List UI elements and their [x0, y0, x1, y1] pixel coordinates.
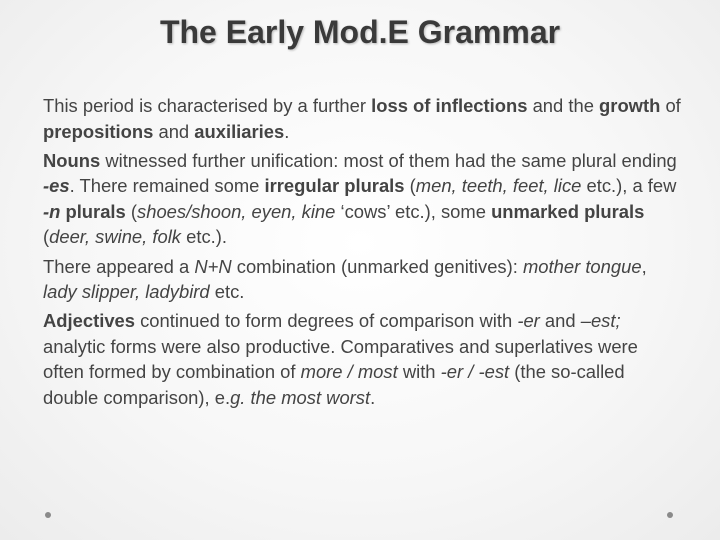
text-span: combination (unmarked genitives): — [231, 255, 523, 277]
italic-example: g. the most worst — [230, 387, 371, 409]
text-span: ( — [43, 226, 50, 248]
italic-example: -er — [517, 310, 540, 332]
text-span: with — [397, 361, 441, 383]
text-span: witnessed further unification: most of them had the same plural ending — [100, 149, 677, 171]
text-span: analytic forms were also productive. Comparatives and superlatives were often formed by combination of — [43, 335, 638, 383]
bold-term: loss of inflections — [371, 95, 528, 116]
text-span: etc.), a few — [581, 175, 677, 197]
text-span: continued to form degrees of comparison with — [135, 310, 518, 332]
bold-term: prepositions — [43, 120, 154, 142]
italic-example: men, teeth, feet, lice — [415, 175, 582, 197]
text-span: etc.). — [181, 226, 227, 248]
bold-term: unmarked plurals — [491, 200, 645, 222]
italic-example: N+N — [194, 255, 232, 277]
italic-example: mother tongue — [522, 255, 642, 277]
text-span: ( — [125, 200, 138, 222]
italic-example: more / most — [300, 361, 398, 383]
italic-example: lady slipper, ladybird — [43, 281, 210, 303]
italic-example: shoes/shoon, eyen, kine — [137, 200, 336, 222]
bold-term: plurals — [60, 200, 126, 222]
italic-example: –est; — [580, 310, 621, 332]
text-span: . — [284, 120, 290, 142]
italic-example: deer, swine, folk — [49, 226, 181, 248]
decorative-dot-icon — [45, 512, 51, 518]
text-span: and — [153, 120, 195, 142]
bold-term: growth — [599, 95, 661, 116]
text-span: This period is characterised by a further — [43, 95, 372, 116]
slide-title: The Early Mod.E Grammar — [159, 14, 561, 50]
text-span: and the — [527, 95, 600, 116]
paragraph-inflections — [43, 93, 683, 144]
paragraph-adjectives — [43, 308, 683, 410]
bold-term: Adjectives — [43, 310, 135, 332]
text-span: , — [641, 255, 647, 277]
italic-example: -er / -est — [440, 361, 510, 383]
text-span: ‘cows’ etc.), some — [335, 200, 492, 222]
text-span: and — [539, 310, 581, 332]
text-span: etc. — [209, 281, 245, 303]
slide-body — [43, 93, 683, 414]
text-span: (the so-called double comparison), e. — [43, 361, 625, 409]
bold-term: Nouns — [43, 149, 101, 171]
text-span: of — [660, 95, 681, 116]
bold-term: irregular plurals — [264, 175, 405, 197]
paragraph-nouns — [43, 148, 683, 250]
text-span: ( — [404, 175, 416, 197]
decorative-dot-icon — [667, 512, 673, 518]
text-span: There appeared a — [43, 255, 195, 277]
paragraph-genitives — [43, 254, 683, 305]
text-span: . — [370, 387, 376, 409]
text-span: . There remained some — [69, 175, 265, 197]
bold-italic-term: -n — [43, 200, 61, 222]
bold-italic-term: -es — [43, 175, 70, 197]
bold-term: auxiliaries — [194, 120, 285, 142]
